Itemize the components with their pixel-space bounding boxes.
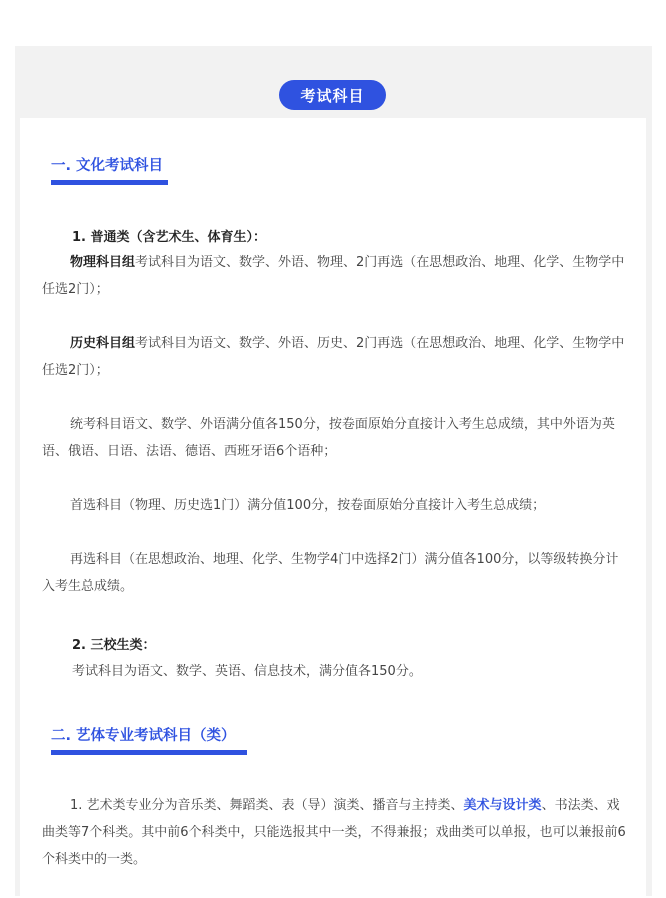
physics-group-paragraph (42, 249, 630, 303)
art-highlight-fine-arts: 美术与设计类 (463, 798, 542, 813)
reselect-paragraph: 再选科目（在思想政治、地理、化学、生物学4门中选择2门）满分值各100分，以等级转换分计入考生总成绩。 (42, 552, 619, 594)
general-category-heading: 1. 普通类（含艺术生、体育生）： (72, 230, 267, 245)
three-schools-text: 考试科目为语文、数学、英语、信息技术，满分值各150分。 (72, 664, 422, 679)
art-category-paragraph (42, 792, 630, 873)
first-choice-paragraph: 首选科目（物理、历史选1门）满分值100分，按卷面原始分直接计入考生总成绩； (70, 498, 546, 513)
art-text-after: 、书法类、戏曲类等7个科类。其中前6个科类中，只能选报其中一类，不得兼报；戏曲类可以单报，也可以兼报前6个科类中的一类。 (42, 798, 626, 867)
three-schools-heading: 2. 三校生类： (72, 638, 156, 653)
art-text-before: 1. 艺术类专业分为音乐类、舞蹈类、表（导）演类、播音与主持类、 (70, 798, 464, 813)
section-pill-exam-subjects: 考试科目 (279, 80, 386, 110)
section-title-art-sports: 二. 艺体专业考试科目（类） (51, 728, 236, 744)
section-underline-art-sports (51, 750, 247, 755)
section-title-culture: 一. 文化考试科目 (51, 158, 164, 174)
history-group-label: 历史科目组 (70, 336, 136, 351)
physics-group-text: 考试科目为语文、数学、外语、物理、2门再选（在思想政治、地理、化学、生物学中任选2门）； (42, 255, 625, 297)
history-group-text: 考试科目为语文、数学、外语、历史、2门再选（在思想政治、地理、化学、生物学中任选2门）； (42, 336, 625, 378)
section-underline-culture (51, 180, 168, 185)
history-group-paragraph (42, 330, 630, 384)
physics-group-label: 物理科目组 (70, 255, 136, 270)
unified-exam-paragraph: 统考科目语文、数学、外语满分值各150分，按卷面原始分直接计入考生总成绩，其中外语为英语、俄语、日语、法语、德语、西班牙语6个语种； (42, 417, 615, 459)
